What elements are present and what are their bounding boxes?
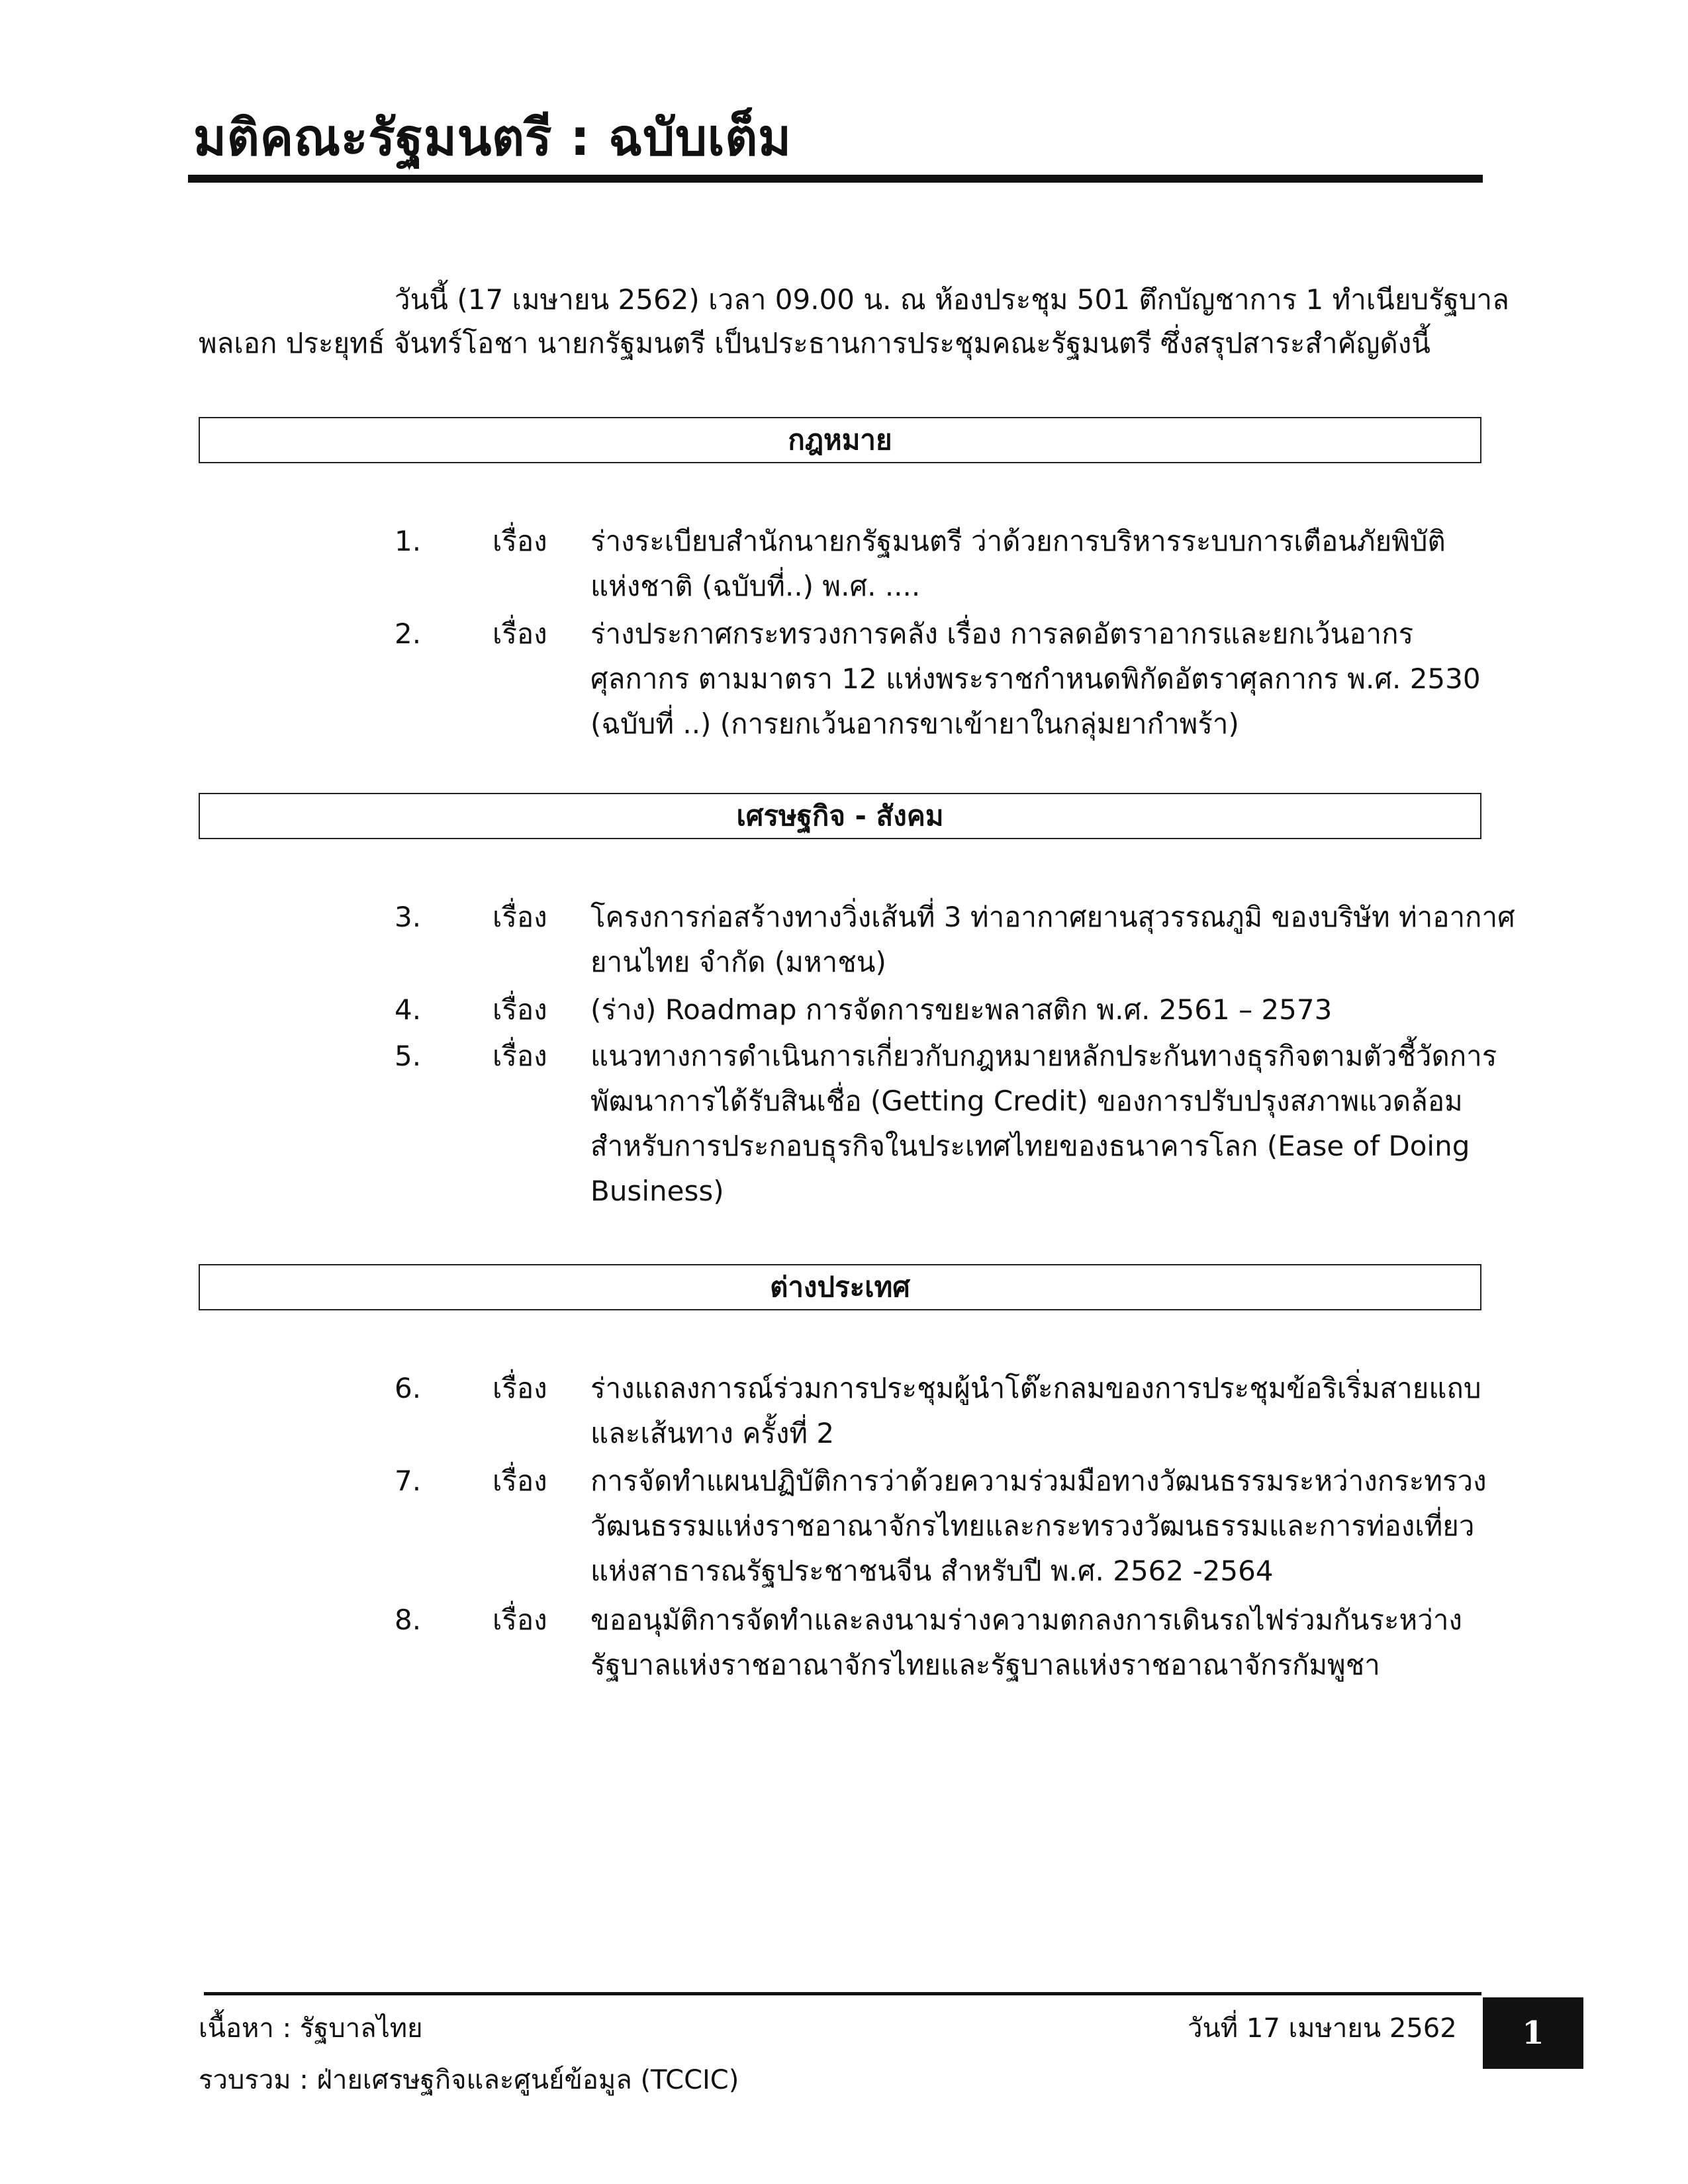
item-text <box>590 987 1487 1032</box>
item-keyword: เรื่อง <box>492 617 547 650</box>
page-number: 1 <box>1522 2015 1544 2052</box>
item-text <box>590 519 1487 609</box>
item-text <box>590 1366 1487 1456</box>
section-heading-law <box>199 417 1481 463</box>
item-keyword: เรื่อง <box>492 1372 547 1404</box>
item-line: Business) <box>590 1175 724 1207</box>
footer-divider <box>204 1992 1481 1995</box>
agenda-item <box>395 1366 1487 1456</box>
item-line: วัฒนธรรมแห่งราชอาณาจักรไทยและกระทรวงวัฒนธรรมและการท่องเที่ยว <box>590 1510 1475 1542</box>
item-number: 3. <box>395 901 422 933</box>
item-text <box>590 1598 1487 1688</box>
footer-date: วันที่ 17 เมษายน 2562 <box>1188 2013 1457 2044</box>
agenda-item <box>395 1034 1497 1214</box>
intro-line-1: วันนี้ (17 เมษายน 2562) เวลา 09.00 น. ณ ห้องประชุม 501 ตึกบัญชาการ 1 ทำเนียบรัฐบาล <box>395 283 1509 316</box>
section-heading-foreign-affairs <box>199 1264 1481 1310</box>
item-line: แห่งชาติ (ฉบับที่..) พ.ศ. .... <box>590 570 921 602</box>
item-keyword: เรื่อง <box>492 993 547 1026</box>
item-line: และเส้นทาง ครั้งที่ 2 <box>590 1417 835 1449</box>
item-keyword: เรื่อง <box>492 901 547 933</box>
item-text <box>590 895 1515 985</box>
item-line: ร่างระเบียบสำนักนายกรัฐมนตรี ว่าด้วยการบริหารระบบการเตือนภัยพิบัติ <box>590 525 1446 557</box>
item-number: 4. <box>395 993 422 1026</box>
item-line: พัฒนาการได้รับสินเชื่อ (Getting Credit) ของการปรับปรุงสภาพแวดล้อม <box>590 1085 1463 1117</box>
item-line: สำหรับการประกอบธุรกิจในประเทศไทยของธนาคารโลก (Ease of Doing <box>590 1130 1470 1162</box>
item-text <box>590 1034 1497 1214</box>
item-keyword: เรื่อง <box>492 1465 547 1497</box>
item-line: รัฐบาลแห่งราชอาณาจักรไทยและรัฐบาลแห่งราชอาณาจักรกัมพูชา <box>590 1649 1380 1681</box>
item-line: การจัดทำแผนปฏิบัติการว่าด้วยความร่วมมือทางวัฒนธรรมระหว่างกระทรวง <box>590 1465 1487 1497</box>
intro-line-2: พลเอก ประยุทธ์ จันทร์โอชา นายกรัฐมนตรี เป็นประธานการประชุมคณะรัฐมนตรี ซึ่งสรุปสาระสำคัญดังนี้ <box>199 327 1430 359</box>
item-line: แห่งสาธารณรัฐประชาชนจีน สำหรับปี พ.ศ. 2562 -2564 <box>590 1555 1274 1587</box>
footer-compiled-by: รวบรวม : ฝ่ายเศรษฐกิจและศูนย์ข้อมูล (TCCIC) <box>199 2065 739 2095</box>
footer-credits <box>199 2003 739 2106</box>
agenda-item <box>395 612 1487 747</box>
agenda-item <box>395 895 1515 985</box>
section-heading-label: ต่างประเทศ <box>770 1271 910 1303</box>
agenda-item <box>395 519 1487 609</box>
item-number: 2. <box>395 617 422 650</box>
item-line: ศุลกากร ตามมาตรา 12 แห่งพระราชกำหนดพิกัดอัตราศุลกากร พ.ศ. 2530 <box>590 662 1481 695</box>
item-keyword: เรื่อง <box>492 1604 547 1636</box>
item-text <box>590 612 1487 747</box>
item-line: โครงการก่อสร้างทางวิ่งเส้นที่ 3 ท่าอากาศยานสุวรรณภูมิ ของบริษัท ท่าอากาศ <box>590 901 1515 933</box>
item-number: 6. <box>395 1372 422 1404</box>
item-line: ขออนุมัติการจัดทำและลงนามร่างความตกลงการเดินรถไฟร่วมกันระหว่าง <box>590 1604 1462 1636</box>
item-number: 8. <box>395 1604 422 1636</box>
section-heading-label: กฎหมาย <box>788 424 892 456</box>
section-heading-economy-society <box>199 793 1481 839</box>
item-keyword: เรื่อง <box>492 1040 547 1072</box>
item-number: 1. <box>395 525 422 557</box>
item-text <box>590 1459 1487 1594</box>
page-number-badge <box>1483 1997 1583 2069</box>
item-line: (ร่าง) Roadmap การจัดการขยะพลาสติก พ.ศ. 2561 – 2573 <box>590 993 1333 1026</box>
footer-content-source: เนื้อหา : รัฐบาลไทย <box>199 2013 423 2044</box>
section-heading-label: เศรษฐกิจ - สังคม <box>736 799 944 832</box>
item-line: ร่างแถลงการณ์ร่วมการประชุมผู้นำโต๊ะกลมของการประชุมข้อริเริ่มสายแถบ <box>590 1372 1481 1404</box>
item-number: 7. <box>395 1465 422 1497</box>
intro-paragraph <box>199 278 1509 365</box>
item-line: แนวทางการดำเนินการเกี่ยวกับกฎหมายหลักประกันทางธุรกิจตามตัวชี้วัดการ <box>590 1040 1497 1072</box>
item-line: (ฉบับที่ ..) (การยกเว้นอากรขาเข้ายาในกลุ่มยากำพร้า) <box>590 707 1239 740</box>
title-divider <box>188 175 1483 183</box>
agenda-item <box>395 1598 1487 1688</box>
item-line: ยานไทย จำกัด (มหาชน) <box>590 946 886 978</box>
page-title: มติคณะรัฐมนตรี : ฉบับเต็ม <box>193 108 792 167</box>
item-line: ร่างประกาศกระทรวงการคลัง เรื่อง การลดอัตราอากรและยกเว้นอากร <box>590 617 1414 650</box>
agenda-item <box>395 1459 1487 1594</box>
item-keyword: เรื่อง <box>492 525 547 557</box>
agenda-item <box>395 987 1487 1032</box>
item-number: 5. <box>395 1040 422 1072</box>
